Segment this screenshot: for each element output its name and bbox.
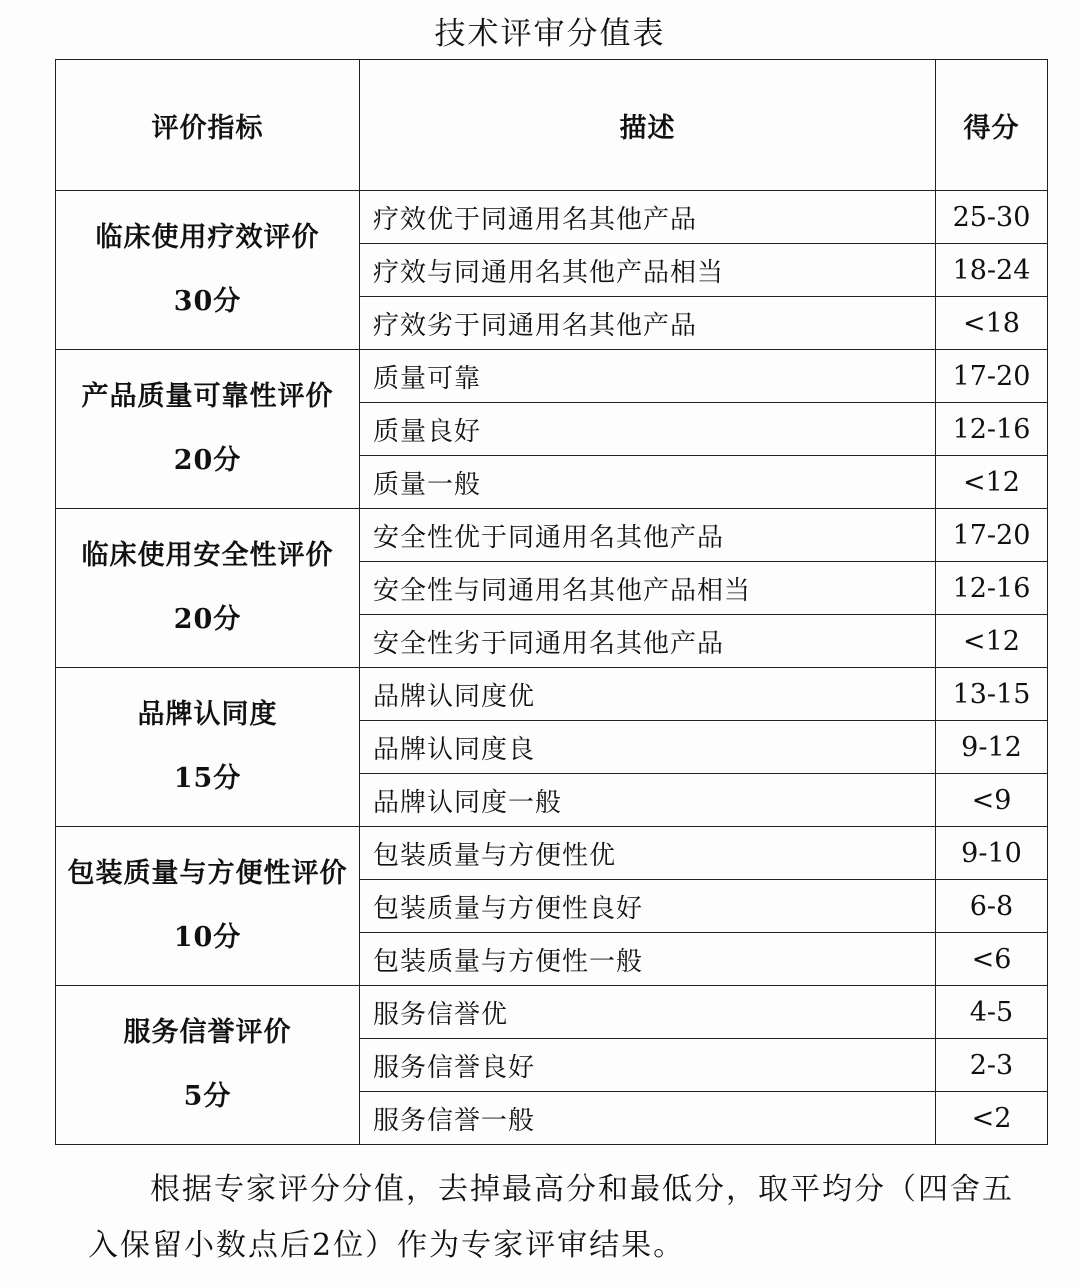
score-cell: 6-8 [936,880,1048,933]
score-cell: <2 [936,1092,1048,1145]
score-cell: 25-30 [936,191,1048,244]
evaluation-note [88,1162,1028,1274]
description-cell: 安全性与同通用名其他产品相当 [360,562,936,615]
category-name: 品牌认同度 [137,699,278,730]
category-total-score: 5分 [183,1081,232,1112]
score-cell: 9-12 [936,721,1048,774]
table-row [56,191,1048,244]
table-row [56,350,1048,403]
score-cell: <6 [936,933,1048,986]
category-total-score: 15分 [173,763,242,794]
score-cell: 17-20 [936,350,1048,403]
description-cell: 服务信誉一般 [360,1092,936,1145]
score-cell: 4-5 [936,986,1048,1039]
score-cell: 17-20 [936,509,1048,562]
description-cell: 品牌认同度优 [360,668,936,721]
header-description: 描述 [360,60,936,191]
category-cell [56,668,360,827]
description-cell: 包装质量与方便性优 [360,827,936,880]
description-cell: 疗效优于同通用名其他产品 [360,191,936,244]
category-cell [56,191,360,350]
category-total-score: 20分 [173,445,242,476]
description-cell: 疗效劣于同通用名其他产品 [360,297,936,350]
category-cell [56,509,360,668]
score-cell: <9 [936,774,1048,827]
score-cell: 12-16 [936,562,1048,615]
category-name: 服务信誉评价 [123,1017,292,1048]
header-score: 得分 [936,60,1048,191]
category-name: 包装质量与方便性评价 [67,858,348,889]
category-cell [56,986,360,1145]
table-row [56,668,1048,721]
score-cell: 2-3 [936,1039,1048,1092]
table-row [56,986,1048,1039]
score-cell: 9-10 [936,827,1048,880]
description-cell: 质量一般 [360,456,936,509]
category-name: 产品质量可靠性评价 [81,381,334,412]
description-cell: 品牌认同度一般 [360,774,936,827]
score-table [55,59,1048,1145]
category-cell [56,350,360,509]
description-cell: 质量良好 [360,403,936,456]
score-cell: 13-15 [936,668,1048,721]
header-criteria: 评价指标 [56,60,360,191]
description-cell: 质量可靠 [360,350,936,403]
score-cell: <12 [936,456,1048,509]
score-cell: <18 [936,297,1048,350]
description-cell: 包装质量与方便性良好 [360,880,936,933]
table-row [56,827,1048,880]
category-name: 临床使用安全性评价 [81,540,334,571]
category-total-score: 20分 [173,604,242,635]
category-name: 临床使用疗效评价 [95,222,320,253]
description-cell: 服务信誉良好 [360,1039,936,1092]
description-cell: 安全性优于同通用名其他产品 [360,509,936,562]
evaluation-note-text: 根据专家评分分值，去掉最高分和最低分，取平均分（四舍五入保留小数点后2位）作为专家评审结果。 [88,1172,1014,1263]
score-cell: 12-16 [936,403,1048,456]
description-cell: 疗效与同通用名其他产品相当 [360,244,936,297]
description-cell: 品牌认同度良 [360,721,936,774]
document-title: 技术评审分值表 [434,16,666,52]
score-cell: 18-24 [936,244,1048,297]
score-cell: <12 [936,615,1048,668]
category-cell [56,827,360,986]
table-row [56,509,1048,562]
category-total-score: 30分 [173,286,242,317]
table-header-row [56,60,1048,191]
category-total-score: 10分 [173,922,242,953]
description-cell: 包装质量与方便性一般 [360,933,936,986]
description-cell: 服务信誉优 [360,986,936,1039]
description-cell: 安全性劣于同通用名其他产品 [360,615,936,668]
